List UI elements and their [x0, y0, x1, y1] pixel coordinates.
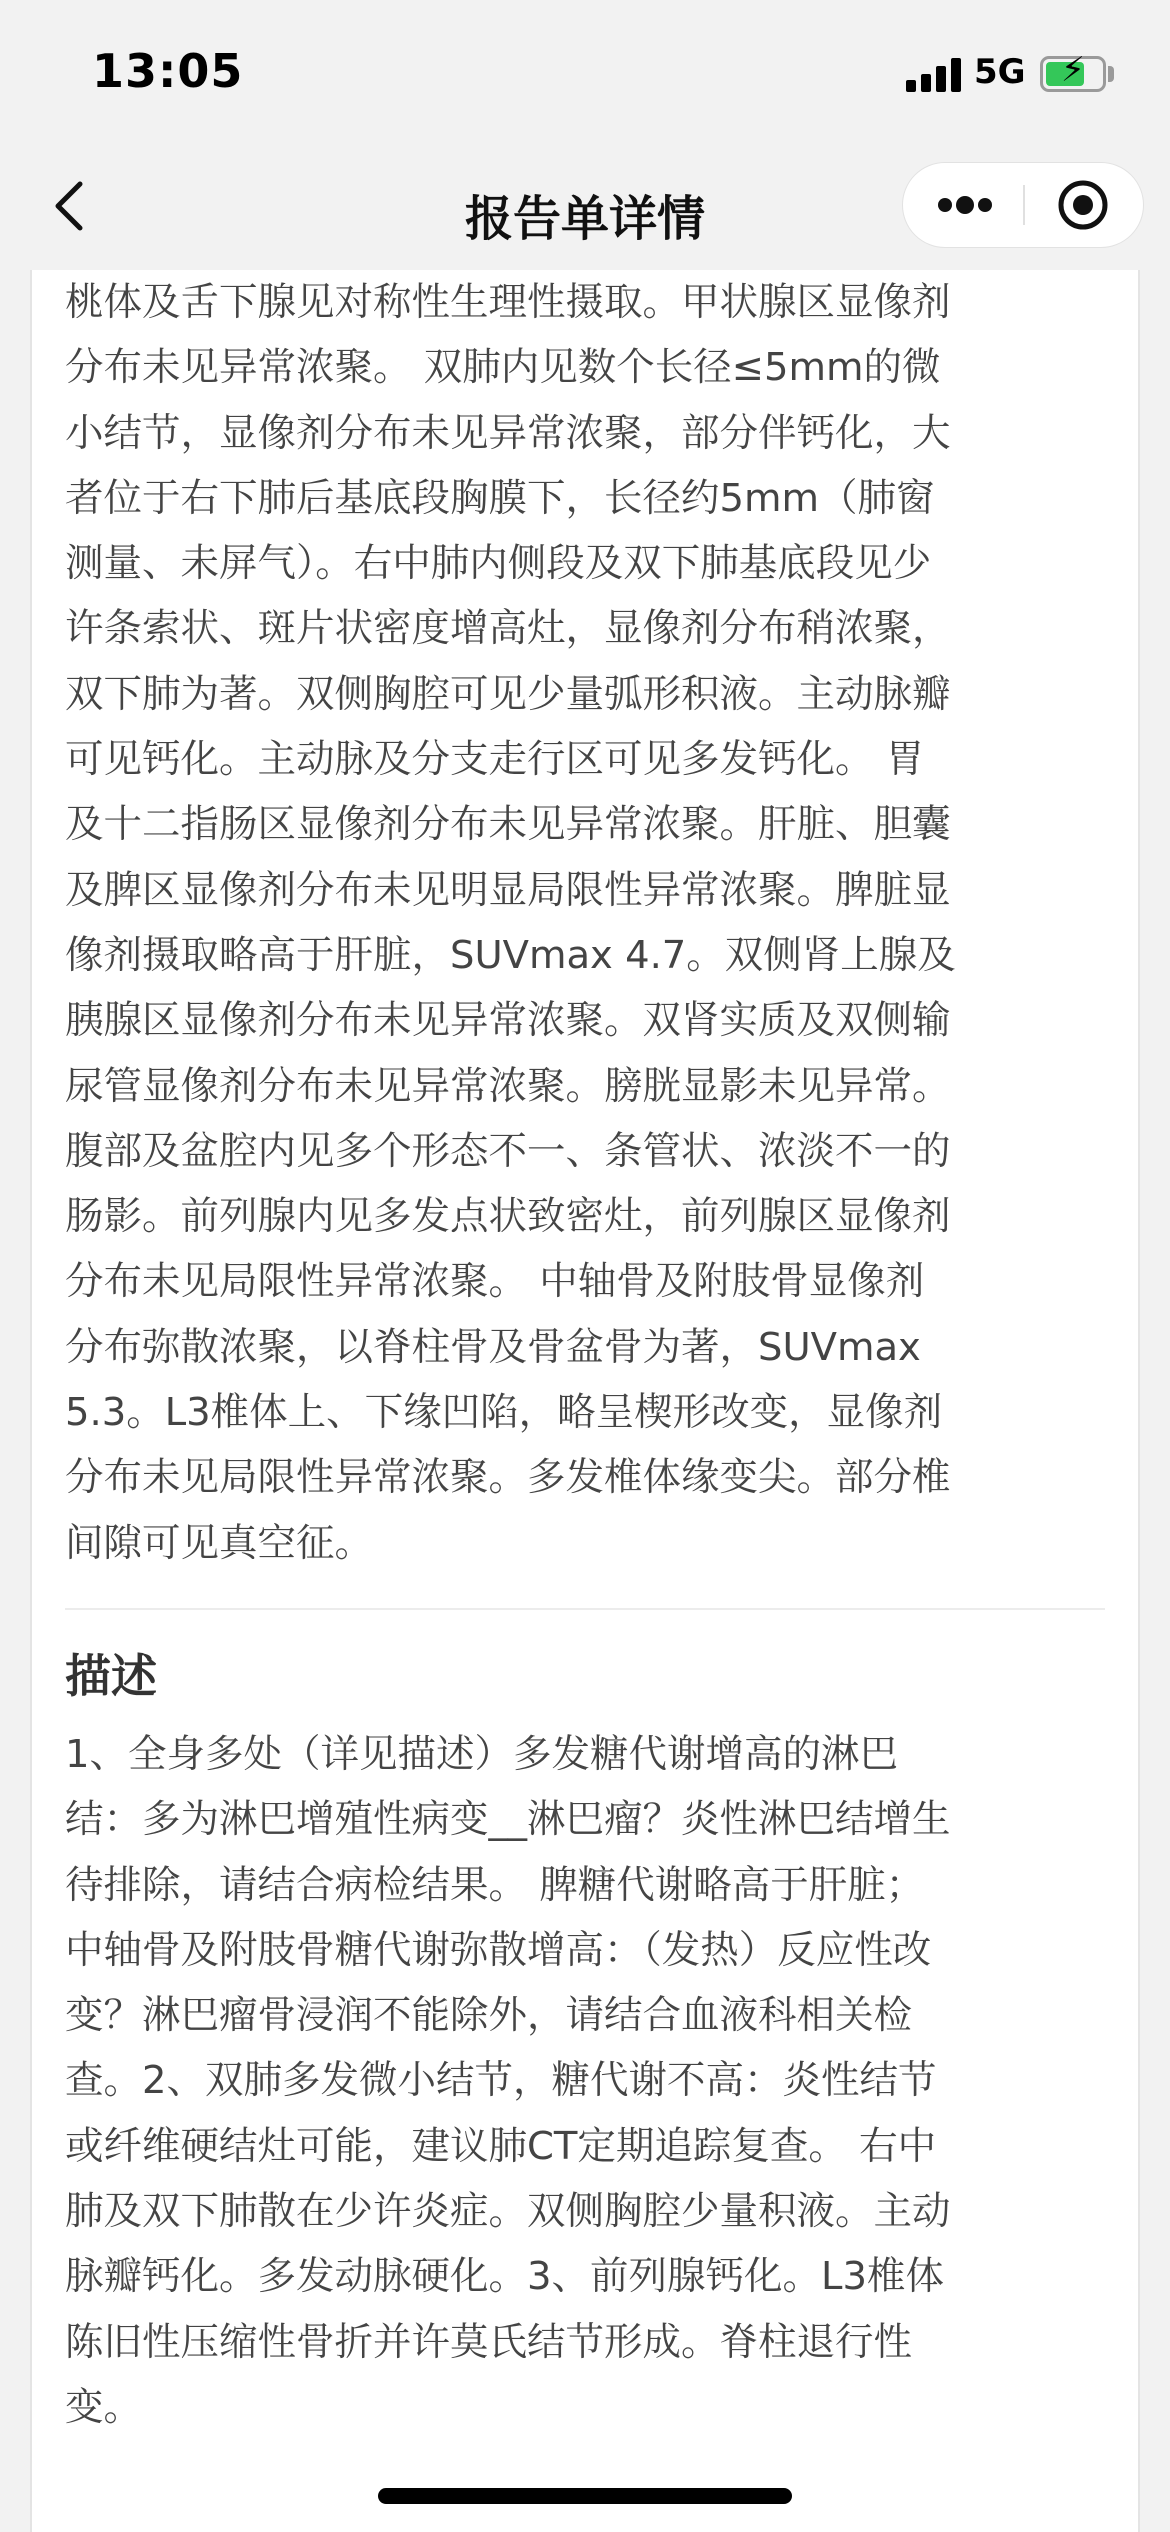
- conclusion-text: [65, 1722, 1125, 2440]
- mini-program-capsule: [902, 162, 1144, 248]
- text-line: 结：多为淋巴增殖性病变__淋巴瘤？炎性淋巴结增生: [65, 1797, 951, 1843]
- close-button[interactable]: [1025, 163, 1143, 247]
- text-line: 分布未见局限性异常浓聚。多发椎体缘变尖。部分椎: [65, 1455, 951, 1501]
- text-line: 像剂摄取略高于肝脏，SUVmax 4.7。双侧肾上腺及: [65, 932, 956, 978]
- text-line: 待排除，请结合病检结果。 脾糖代谢略高于肝脏；: [65, 1862, 925, 1908]
- cellular-signal-icon: [906, 58, 962, 92]
- more-button[interactable]: [903, 163, 1023, 247]
- text-line: 尿管显像剂分布未见异常浓聚。膀胱显影未见异常。: [65, 1063, 951, 1109]
- text-line: 双下肺为著。双侧胸腔可见少量弧形积液。主动脉瓣: [65, 671, 951, 717]
- battery-cap: [1108, 66, 1114, 82]
- text-line: 变。: [65, 2384, 143, 2430]
- text-line: 及脾区显像剂分布未见明显局限性异常浓聚。脾脏显: [65, 867, 951, 913]
- more-dots-icon: [903, 163, 1023, 247]
- text-line: 变？淋巴瘤骨浸润不能除外，请结合血液科相关检: [65, 1993, 913, 2039]
- report-card: [30, 270, 1140, 2532]
- section-divider: [65, 1608, 1105, 1610]
- text-line: 桃体及舌下腺见对称性生理性摄取。甲状腺区显像剂: [65, 280, 951, 325]
- nav-bar: [0, 140, 1170, 270]
- text-line: 脉瓣钙化。多发动脉硬化。3、前列腺钙化。L3椎体: [65, 2254, 944, 2300]
- text-line: 腹部及盆腔内见多个形态不一、条管状、浓淡不一的: [65, 1128, 951, 1174]
- text-line: 肠影。前列腺内见多发点状致密灶，前列腺区显像剂: [65, 1194, 951, 1240]
- text-line: 分布未见局限性异常浓聚。 中轴骨及附肢骨显像剂: [65, 1259, 925, 1305]
- text-line: 陈旧性压缩性骨折并许莫氏结节形成。脊柱退行性: [65, 2319, 913, 2365]
- text-line: 1、全身多处（详见描述）多发糖代谢增高的淋巴: [65, 1732, 898, 1777]
- home-indicator[interactable]: [378, 2488, 792, 2504]
- status-bar: [0, 0, 1170, 140]
- text-line: 肺及双下肺散在少许炎症。双侧胸腔少量积液。主动: [65, 2189, 951, 2235]
- text-line: 中轴骨及附肢骨糖代谢弥散增高：（发热）反应性改: [65, 1927, 932, 1973]
- text-line: 小结节，显像剂分布未见异常浓聚，部分伴钙化，大: [65, 410, 951, 456]
- status-time: 13:05: [92, 44, 244, 98]
- network-type: 5G: [974, 52, 1026, 92]
- target-close-icon: [1025, 163, 1143, 247]
- text-line: 或纤维硬结灶可能，建议肺CT定期追踪复查。 右中: [65, 2123, 937, 2169]
- text-line: 分布未见异常浓聚。 双肺内见数个长径≤5mm的微: [65, 345, 941, 391]
- text-line: 分布弥散浓聚，以脊柱骨及骨盆骨为著，SUVmax: [65, 1324, 921, 1370]
- text-line: 及十二指肠区显像剂分布未见异常浓聚。肝脏、胆囊: [65, 802, 951, 848]
- battery-charging-icon: ⚡: [1040, 56, 1106, 92]
- text-line: 5.3。L3椎体上、下缘凹陷，略呈楔形改变，显像剂: [65, 1390, 943, 1436]
- text-line: 许条索状、斑片状密度增高灶，显像剂分布稍浓聚，: [65, 606, 951, 652]
- page-title: 报告单详情: [464, 191, 705, 247]
- text-line: 胰腺区显像剂分布未见异常浓聚。双肾实质及双侧输: [65, 998, 951, 1044]
- findings-text: [65, 270, 1125, 1576]
- text-line: 可见钙化。主动脉及分支走行区可见多发钙化。 胃: [65, 737, 925, 783]
- text-line: 测量、未屏气）。右中肺内侧段及双下肺基底段见少: [65, 541, 932, 587]
- text-line: 间隙可见真空征。: [65, 1520, 374, 1566]
- conclusion-title: 描述: [65, 1649, 157, 1703]
- text-line: 查。2、双肺多发微小结节，糖代谢不高：炎性结节: [65, 2058, 937, 2104]
- text-line: 者位于右下肺后基底段胸膜下，长径约5mm（肺窗: [65, 475, 935, 521]
